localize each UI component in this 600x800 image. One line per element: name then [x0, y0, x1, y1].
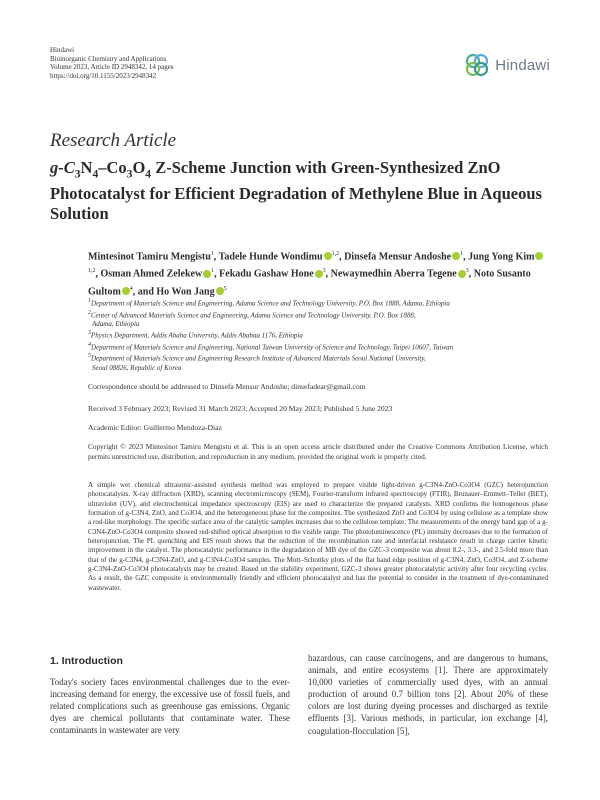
title-g: g-C — [50, 158, 75, 177]
hindawi-logo[interactable] — [464, 52, 550, 78]
orcid-icon[interactable] — [452, 252, 460, 260]
author-and: and — [137, 285, 154, 297]
author-name[interactable]: Ho Won Jang — [156, 285, 215, 297]
academic-editor: Academic Editor: Guillermo Mendoza-Diaz — [88, 423, 222, 432]
section-heading: 1. Introduction — [50, 655, 123, 667]
affiliation-text: Adama, Ethiopia — [92, 320, 140, 329]
intro-column-right: hazardous, can cause carcinogens, and are dangerous to humans, animals, and entire ecosystems [1]. There are approximately 10,000 varieties of commercially used dyes, with an annual production of around 0.7 billion tons [2]. About 20% of these colors are lost during dyeing processes and discharged as textile effluents [3]. Various methods, in particular, ion exchange [4], coagulation-flocculation [5], — [308, 653, 548, 736]
title-text: O — [132, 158, 146, 177]
affiliation-text: Department of Materials Science and Engineering, Adama Science and Technology University, P.O. Box 1888, Adama, Ethiopia — [91, 299, 450, 308]
orcid-icon[interactable] — [324, 252, 332, 260]
affiliation-text: Department of Materials Science and Engineering, National Taiwan University of Science and Technology, Taipei 10607, Taiwan — [91, 343, 454, 352]
journal-info — [50, 46, 174, 80]
affiliation-text: Center of Advanced Materials Science and Engineering, Adama Science and Technology University, P.O. Box 1888, — [91, 310, 416, 319]
orcid-icon[interactable] — [122, 287, 130, 295]
author-affiliation-number: 3 — [322, 268, 326, 275]
author-name[interactable]: Jung Yong Kim — [468, 251, 535, 263]
logo-text: Hindawi — [495, 56, 550, 74]
affiliation-line — [88, 309, 548, 321]
affiliation-line — [88, 320, 548, 329]
author-affiliation-number: 4 — [129, 285, 133, 292]
doi-link[interactable]: https://doi.org/10.1155/2023/2948342 — [50, 71, 157, 80]
affiliation-number: 5 — [88, 353, 91, 360]
article-title — [50, 158, 550, 224]
affiliation-line — [88, 352, 548, 364]
affiliation-number: 2 — [88, 309, 91, 316]
author-affiliation-number: 3 — [465, 268, 469, 275]
affiliation-text: Seoul 08826, Republic of Korea — [92, 363, 182, 372]
volume-line: Volume 2023, Article ID 2948342, 14 pages — [50, 63, 174, 72]
affiliations — [88, 297, 548, 373]
author-name[interactable]: Mintesinot Tamiru Mengistu — [88, 251, 211, 263]
affiliation-text: Department of Materials Science and Engineering Research Institute of Advanced Materials Seoul National University, — [91, 354, 426, 363]
hindawi-logo-icon — [464, 52, 490, 78]
affiliation-line — [88, 364, 548, 373]
orcid-icon[interactable] — [315, 270, 323, 278]
author-name[interactable]: Tadele Hunde Wondimu — [218, 251, 323, 263]
intro-column-left: Today's society faces environmental challenges due to the ever-increasing demand for energy, the excessive use of fossil fuels, and related complications such as greenhouse gas emissions. Organic dyes are chemical pollutants that contaminate water. These contaminants in wastewater are very — [50, 677, 290, 736]
author-name[interactable]: Fekadu Gashaw Hone — [219, 268, 314, 280]
orcid-icon[interactable] — [203, 270, 211, 278]
publisher-name: Hindawi — [50, 46, 75, 54]
author-name[interactable]: Osman Ahmed Zelekew — [100, 268, 203, 280]
affiliation-text: Physics Department, Addis Ababa University, Addis Ababaa 1176, Ethiopia — [91, 331, 303, 340]
abstract: A simple wet chemical ultrasonic-assisted synthesis method was employed to prepare visible light-driven g-C3N4-ZnO-Co3O4 (GZC) heterojunction photocatalysts. X-ray diffraction (XRD), scanning electromicroscopy (SEM), Fourier-transform infrared spectroscopy (FTIR), Brunauer–Emmett–Teller (BET), ultraviolet (UV), and electrochemical impedance spectroscopy (EIS) are used to characterize the prepared catalysts. XRD confirms the homogenous phase formation of g-C3N4, ZnO, and Co3O4, and the heterogeneous phase for the composites. The synthesized ZnO and Co3O4 by using cellulose as a template show a rod-like morphology. The specific surface area of the catalytic samples increases due to the cellulose template. The measurements of the energy band gap of a g-C3N4-ZnO-Co3O4 composite showed red-shifted optical absorption to the visible range. The photoluminescence (PL) intensity decreases due to the formation of heterojunction. The PL quenching and EIS result shows that the reduction of the recombination rate and interfacial resistance result in charge carrier kinetic improvement in the catalyst. The photocatalytic performance in the degradation of MB dye of the GZC-3 composite was about 8.2-, 3.3-, and 2.5-fold more than that of the g-C3N4, g-C3N4-ZnO, and g-C3N4-Co3O4 samples. The Mott–Schottky plots of the flat band edge position of g-C3N4, ZnO, Co3O4, and Z-scheme g-C3N4-ZnO-Co3O4 photocatalysts may be created. Based on the stability experiment, GZC-3 shows greater photocatalytic activity after four recycling cycles. As a result, the GZC composite is environmentally friendly and efficient photocatalyst and has the potential to consider in the treatment of dye-contaminated wastewater. — [88, 481, 548, 592]
journal-name: Bioinorganic Chemistry and Applications — [50, 54, 167, 63]
affiliation-line — [88, 329, 548, 341]
title-text: Z-Scheme Junction with Green-Synthesized ZnO Photocatalyst for Efficient Degradation of Methylene Blue in Aqueous Solution — [50, 158, 542, 224]
article-type: Research Article — [50, 130, 177, 151]
author-name[interactable]: Newaymedhin Aberra Tegene — [330, 268, 457, 280]
title-sub: 3 — [126, 168, 133, 181]
affiliation-line — [88, 297, 548, 309]
orcid-icon[interactable] — [535, 252, 543, 260]
title-text: –Co — [98, 158, 127, 177]
title-text: N — [80, 158, 93, 177]
orcid-icon[interactable] — [216, 287, 224, 295]
title-sub: 3 — [74, 168, 81, 181]
author-affiliation-number: 1 — [211, 268, 215, 275]
affiliation-line — [88, 341, 548, 353]
author-affiliation-number: 1,2 — [88, 268, 96, 275]
affiliation-number: 3 — [88, 330, 91, 337]
author-affiliation-number: 1,2 — [331, 251, 340, 257]
copyright-notice: Copyright © 2023 Mintesinot Tamiru Mengistu et al. This is an open access article distributed under the Creative Commons Attribution License, which permits unrestricted use, distribution, and reproduction in any medium, provided the original work is properly cited. — [88, 442, 548, 461]
affiliation-number: 1 — [88, 298, 91, 304]
affiliation-number: 4 — [88, 341, 91, 348]
title-sub: 4 — [145, 168, 152, 181]
author-name[interactable]: Noto Susanto Gultom — [88, 268, 531, 297]
correspondence: Correspondence should be addressed to Dinsefa Mensur Andoshe; dinsefadear@gmail.com — [88, 382, 366, 391]
author-name[interactable]: Dinsefa Mensur Andoshe — [344, 251, 452, 263]
author-affiliation-number: 1 — [210, 251, 214, 257]
publication-dates: Received 3 February 2023; Revised 31 March 2023; Accepted 20 May 2023; Published 5 June 2023 — [88, 404, 393, 413]
orcid-icon[interactable] — [458, 270, 466, 278]
author-affiliation-number: 5 — [223, 285, 227, 292]
author-list: Mintesinot Tamiru Mengistu$^1$, Tadele Hunde Wondimu $^{1,2}$, Dinsefa Mensur Andoshe $^1$, Jung Yong Kim$^{1,2}$, Osman Ahmed Zelekew $^1$, Fekadu Gashaw Hone $^3$, Newaymedhin Aberra Tegene $^3$, Noto Susanto Gultom $^4$, and Ho Won Jang $^5$ — [88, 247, 548, 299]
title-sub: 4 — [92, 168, 99, 181]
author-affiliation-number: 1 — [460, 251, 464, 257]
